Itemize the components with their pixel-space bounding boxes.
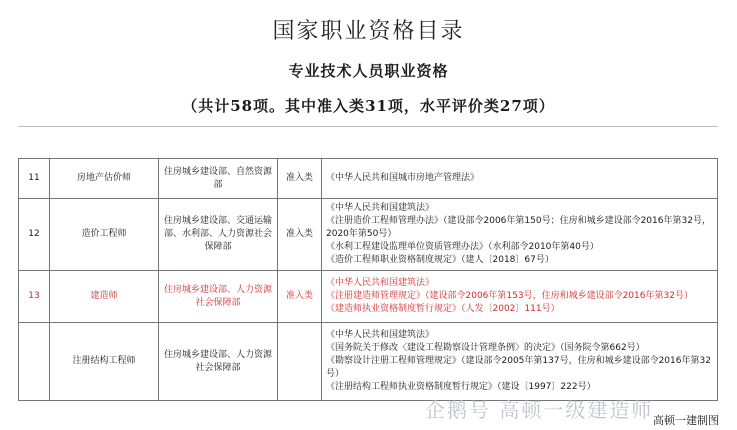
row-number: 12 [19, 199, 50, 271]
qualification-type: 准入类 [278, 159, 322, 199]
basis-line: 《水利工程建设监理单位资质管理办法》（水利部令2010年第40号） [326, 242, 599, 252]
row-number [19, 323, 50, 401]
row-number: 11 [19, 159, 50, 199]
qualification-type: 准入类 [278, 271, 322, 323]
basis-line: 《造价工程师职业资格制度规定》（建人〔2018〕67号） [326, 255, 554, 265]
legal-basis [322, 159, 718, 199]
basis-line: 《建造师执业资格制度暂行规定》（人发〔2002〕111号） [326, 304, 560, 314]
basis-line: 《中华人民共和国建筑法》 [326, 203, 435, 213]
basis-line: 《注册建造师管理规定》（建设部令2006年第153号，住房和城乡建设部令2016年第32号） [326, 291, 693, 301]
qualification-table [18, 158, 718, 401]
table-row [19, 199, 718, 271]
table-row [19, 323, 718, 401]
department: 住房城乡建设部、人力资源社会保障部 [159, 323, 278, 401]
row-number: 13 [19, 271, 50, 323]
page-subtitle: 专业技术人员职业资格 [288, 62, 449, 80]
qualification-type [278, 323, 322, 401]
divider [18, 126, 718, 127]
table-row [19, 159, 718, 199]
qualification-name: 建造师 [50, 271, 159, 323]
page-title: 国家职业资格目录 [272, 19, 465, 44]
basis-line: 《注册造价工程师管理办法》（建设部令2006年第150号；住房和城乡建设部令2016年第32号，2020年第50号） [326, 216, 711, 239]
legal-basis [322, 271, 718, 323]
department: 住房城乡建设部、人力资源社会保障部 [159, 271, 278, 323]
basis-line: 《中华人民共和国建筑法》 [326, 278, 435, 288]
basis-line: 《中华人民共和国城市房地产管理法》 [326, 173, 480, 183]
basis-line: 《勘察设计注册工程师管理规定》（建设部令2005年第137号，住房和城乡建设部令2016年第32号） [326, 356, 711, 379]
basis-line: 《注册结构工程师执业资格制度暂行规定》（建设〔1997〕222号） [326, 382, 596, 392]
department: 住房城乡建设部、自然资源部 [159, 159, 278, 199]
qualification-name: 造价工程师 [50, 199, 159, 271]
summary-text: （共计58项。其中准入类31项，水平评价类27项） [182, 97, 555, 115]
basis-line: 《中华人民共和国建筑法》 [326, 330, 435, 340]
watermark-text: 企鹅号 高顿一级建造师 [425, 398, 654, 422]
department: 住房城乡建设部、交通运输部、水利部、人力资源社会保障部 [159, 199, 278, 271]
qualification-type: 准入类 [278, 199, 322, 271]
qualification-name: 注册结构工程师 [50, 323, 159, 401]
watermark-tag: 高顿一建制图 [653, 414, 719, 427]
legal-basis [322, 199, 718, 271]
qualification-name: 房地产估价师 [50, 159, 159, 199]
table-row-highlighted [19, 271, 718, 323]
legal-basis [322, 323, 718, 401]
basis-line: 《国务院关于修改〈建设工程勘察设计管理条例〉的决定》（国务院令第662号） [326, 343, 645, 353]
